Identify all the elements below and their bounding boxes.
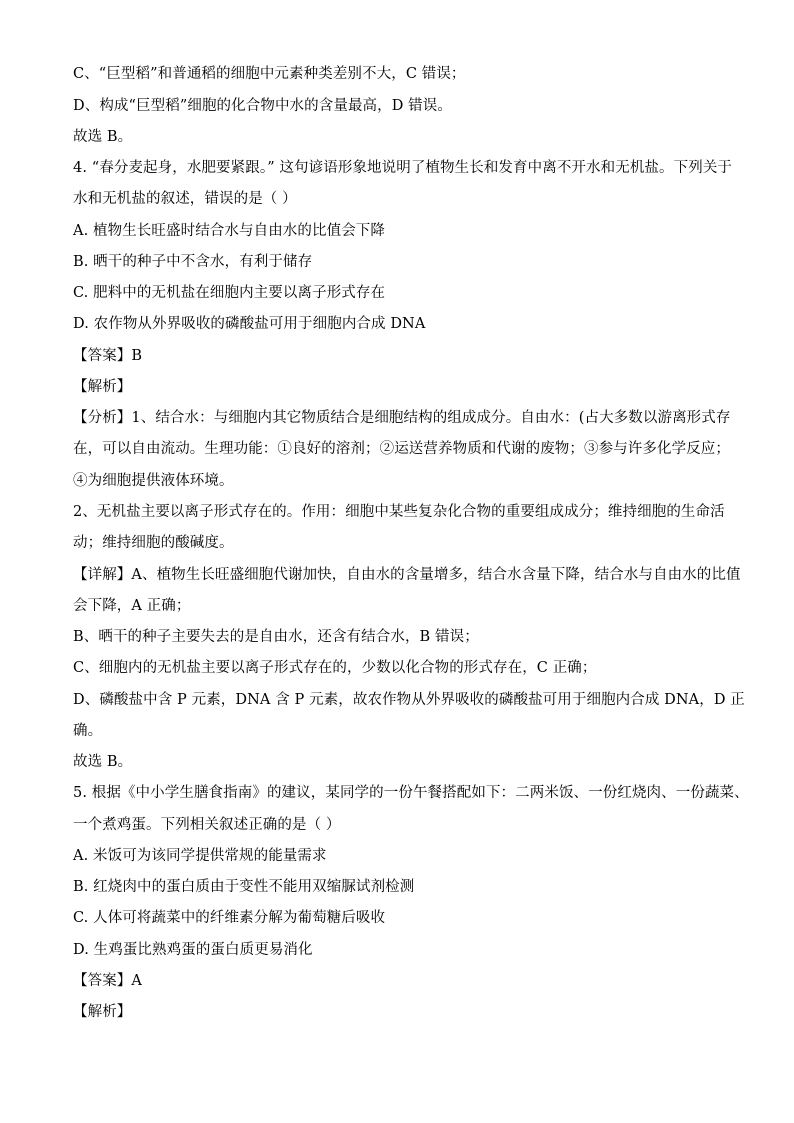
detail-text: C、细胞内的无机盐主要以离子形式存在的，少数以化合物的形式存在，C 正确； [73, 660, 597, 676]
detail-text: 确。 [73, 723, 103, 739]
option-a: A. 植物生长旺盛时结合水与自由水的比值会下降 [73, 223, 385, 239]
analysis-text: 在，可以自由流动。生理功能：①良好的溶剂；②运送营养物质和代谢的废物；③参与许多化学反应； [73, 441, 730, 457]
answer-label: 【答案】A [73, 973, 142, 989]
text-line: D、构成“巨型稻”细胞的化合物中水的含量最高，D 错误。 [73, 98, 452, 114]
question-5-stem: 5. 根据《中小学生膳食指南》的建议，某同学的一份午餐搭配如下：二两米饭、一份红烧肉、一份蔬菜、 [73, 785, 749, 801]
option-a: A. 米饭可为该同学提供常规的能量需求 [73, 848, 327, 864]
option-b: B. 红烧肉中的蛋白质由于变性不能用双缩脲试剂检测 [73, 879, 415, 895]
question-4-stem: 水和无机盐的叙述，错误的是（ ） [73, 191, 297, 207]
detail-text: B、晒干的种子主要失去的是自由水，还含有结合水，B 错误； [73, 629, 479, 645]
text-line: 故选 B。 [73, 754, 133, 770]
text-line: 故选 B。 [73, 129, 133, 145]
answer-label: 【答案】B [73, 348, 143, 364]
analysis-heading: 【解析】 [73, 1004, 132, 1020]
option-c: C. 人体可将蔬菜中的纤维素分解为葡萄糖后吸收 [73, 910, 386, 926]
option-d: D. 农作物从外界吸收的磷酸盐可用于细胞内合成 DNA [73, 316, 426, 332]
analysis-text: ④为细胞提供液体环境。 [73, 473, 234, 489]
question-5-stem: 一个煮鸡蛋。下列相关叙述正确的是（ ） [73, 817, 341, 833]
detail-text: D、磷酸盐中含 P 元素，DNA 含 P 元素，故农作物从外界吸收的磷酸盐可用于细胞内合成 DNA，D 正 [73, 692, 745, 708]
analysis-text: 动；维持细胞的酸碱度。 [73, 535, 234, 551]
detail-text: 【详解】A、植物生长旺盛细胞代谢加快，自由水的含量增多，结合水含量下降，结合水与自由水的比值 [73, 567, 741, 583]
analysis-text: 2、无机盐主要以离子形式存在的。作用：细胞中某些复杂化合物的重要组成成分；维持细胞的生命活 [73, 504, 725, 520]
option-d: D. 生鸡蛋比熟鸡蛋的蛋白质更易消化 [73, 942, 313, 958]
question-4-stem: 4. “春分麦起身，水肥要紧跟。” 这句谚语形象地说明了植物生长和发育中离不开水和无机盐。下列关于 [73, 160, 733, 176]
option-b: B. 晒干的种子中不含水，有利于储存 [73, 254, 313, 270]
text-line: C、“巨型稻”和普通稻的细胞中元素种类差别不大，C 错误； [73, 66, 466, 82]
analysis-text: 【分析】1、结合水：与细胞内其它物质结合是细胞结构的组成成分。自由水：(占大多数以游离形式存 [73, 410, 731, 426]
detail-text: 会下降，A 正确； [73, 598, 191, 614]
analysis-heading: 【解析】 [73, 379, 132, 395]
option-c: C. 肥料中的无机盐在细胞内主要以离子形式存在 [73, 285, 386, 301]
